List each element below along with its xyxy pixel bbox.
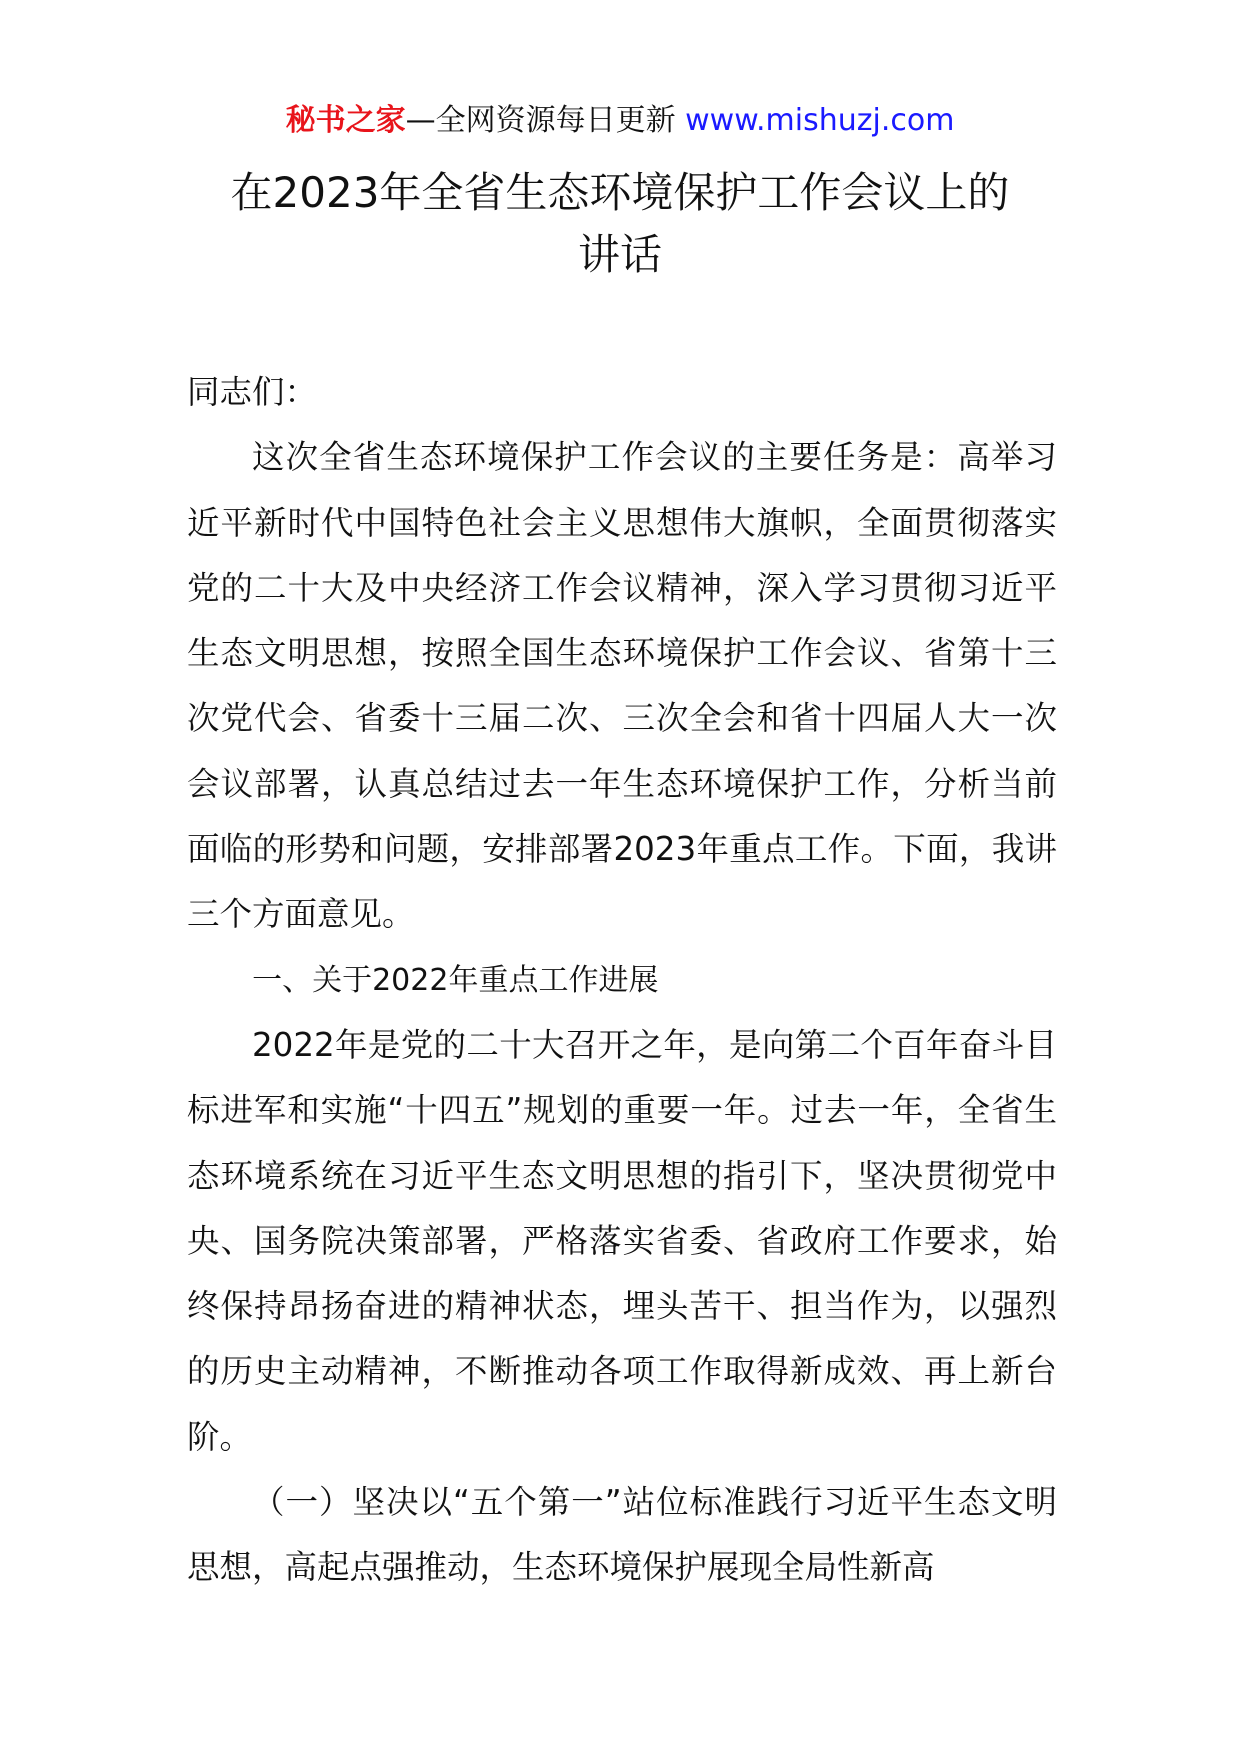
- salutation: 同志们：: [187, 373, 318, 411]
- header-tagline: —全网资源每日更新: [405, 103, 676, 138]
- document-body: [187, 360, 1057, 1601]
- section-heading: 一、关于2022年重点工作进展: [252, 962, 659, 998]
- title-line-2: 讲话: [577, 230, 662, 279]
- subsection-paragraph: （一）坚决以“五个第一”站位标准践行习近平生态文明思想，高起点强推动，生态环境保护展现全局性新高: [187, 1483, 1057, 1587]
- site-url-link[interactable]: www.mishuzj.com: [685, 103, 955, 138]
- brand-name: 秘书之家: [285, 103, 406, 138]
- site-header: [0, 101, 1240, 141]
- intro-paragraph: 这次全省生态环境保护工作会议的主要任务是：高举习近平新时代中国特色社会主义思想伟大旗帜，全面贯彻落实党的二十大及中央经济工作会议精神，深入学习贯彻习近平生态文明思想，按照全国生态环境保护工作会议、省第十三次党代会、省委十三届二次、三次全会和省十四届人大一次会议部署，认真总结过去一年生态环境保护工作，分析当前面临的形势和问题，安排部署2023年重点工作。下面，我讲三个方面意见。: [187, 438, 1057, 934]
- body-paragraph: 2022年是党的二十大召开之年，是向第二个百年奋斗目标进军和实施“十四五”规划的重要一年。过去一年，全省生态环境系统在习近平生态文明思想的指引下，坚决贯彻党中央、国务院决策部署，严格落实省委、省政府工作要求，始终保持昂扬奋进的精神状态，埋头苦干、担当作为，以强烈的历史主动精神，不断推动各项工作取得新成效、再上新台阶。: [187, 1025, 1057, 1456]
- title-line-1: 在2023年全省生态环境保护工作会议上的: [230, 168, 1010, 217]
- document-title: [170, 162, 1070, 286]
